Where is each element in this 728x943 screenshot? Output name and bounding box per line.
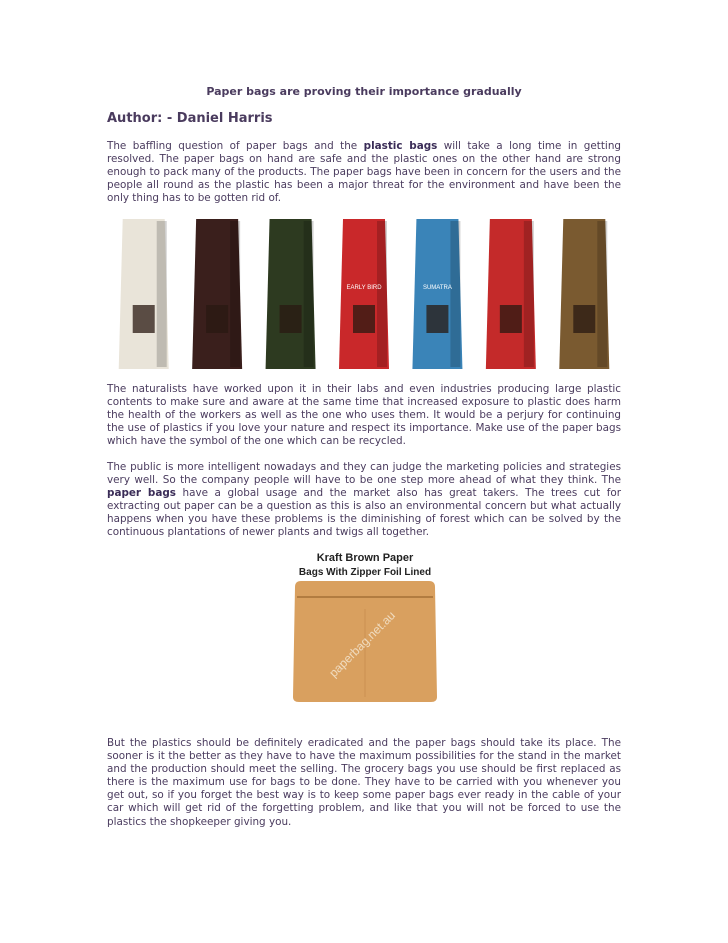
text-run: The naturalists have worked upon it in their labs and even industries producing large plastic contents to make sure and aware at the same time that increased exposure to plastic does harm the health of the workers as well as the one who uses them. It would be a perjury for continuing the use of plastics if you love your nature and respect its importance. Make use of the paper bags which have the symbol of the one which can be recycled. [107, 383, 621, 448]
coffee-bag [192, 219, 242, 369]
kraft-caption-line1: Kraft Brown Paper [316, 552, 414, 564]
bold-term: paper bags [107, 487, 176, 500]
text-run: have a global usage and the market also has great takers. The trees cut for extracting out paper can be a question as this is also an environmental concern but what actually happens when you have these problems is the diminishing of forest which can be solved by the continuous plantations of newer plants and twigs all together. [107, 487, 621, 539]
text-run: The public is more intelligent nowadays and they can judge the marketing policies and strategies very well. So the company people will have to be one step more ahead of what they think. The [107, 461, 621, 487]
text-run: will take a long time in getting resolved. The paper bags on hand are safe and the plastic ones on the other hand are strong enough to pack many of the products. The paper bags have been in concern for the users and the people all round as the plastic has been a major threat for the environment and have been the only thing has to be gotten rid of. [107, 140, 621, 205]
article-title: Paper bags are proving their importance gradually [206, 85, 522, 98]
kraft-bag-photo [287, 547, 443, 707]
bold-term: plastic bags [363, 140, 438, 152]
text-run: The baffling question of paper bags and the [107, 140, 364, 152]
coffee-bag [559, 219, 609, 369]
coffee-bag [119, 219, 169, 369]
kraft-caption-line2: Bags With Zipper Foil Lined [298, 567, 432, 578]
paragraph-2 [107, 383, 621, 448]
paragraph-3 [107, 461, 621, 540]
paragraph-1 [107, 140, 621, 205]
coffee-bag [266, 219, 316, 369]
coffee-bags-photo [107, 215, 621, 373]
coffee-bag [412, 219, 462, 369]
article-author: Author: - Daniel Harris [107, 111, 273, 126]
kraft-watermark: paperbag.net.au [326, 608, 399, 681]
text-run: But the plastics should be definitely eradicated and the paper bags should take its place. The sooner is it the better as they have to have the maximum possibilities for the stand in the market and the production should meet the selling. The grocery bags you use should be first replaced as there is the maximum use for bags to be done. They have to be carried with you whenever you get out, so if you forget the best way is to keep some paper bags ever ready in the cable of your car which will get rid of the forgetting problem, and like that you will not be forced to use the plastics the shopkeeper giving you. [107, 737, 621, 828]
bag-label: SUMATRA [422, 285, 452, 291]
coffee-bag [486, 219, 536, 369]
coffee-bag [339, 219, 389, 369]
paragraph-4 [107, 737, 621, 829]
bag-label: EARLY BIRD [346, 285, 382, 291]
